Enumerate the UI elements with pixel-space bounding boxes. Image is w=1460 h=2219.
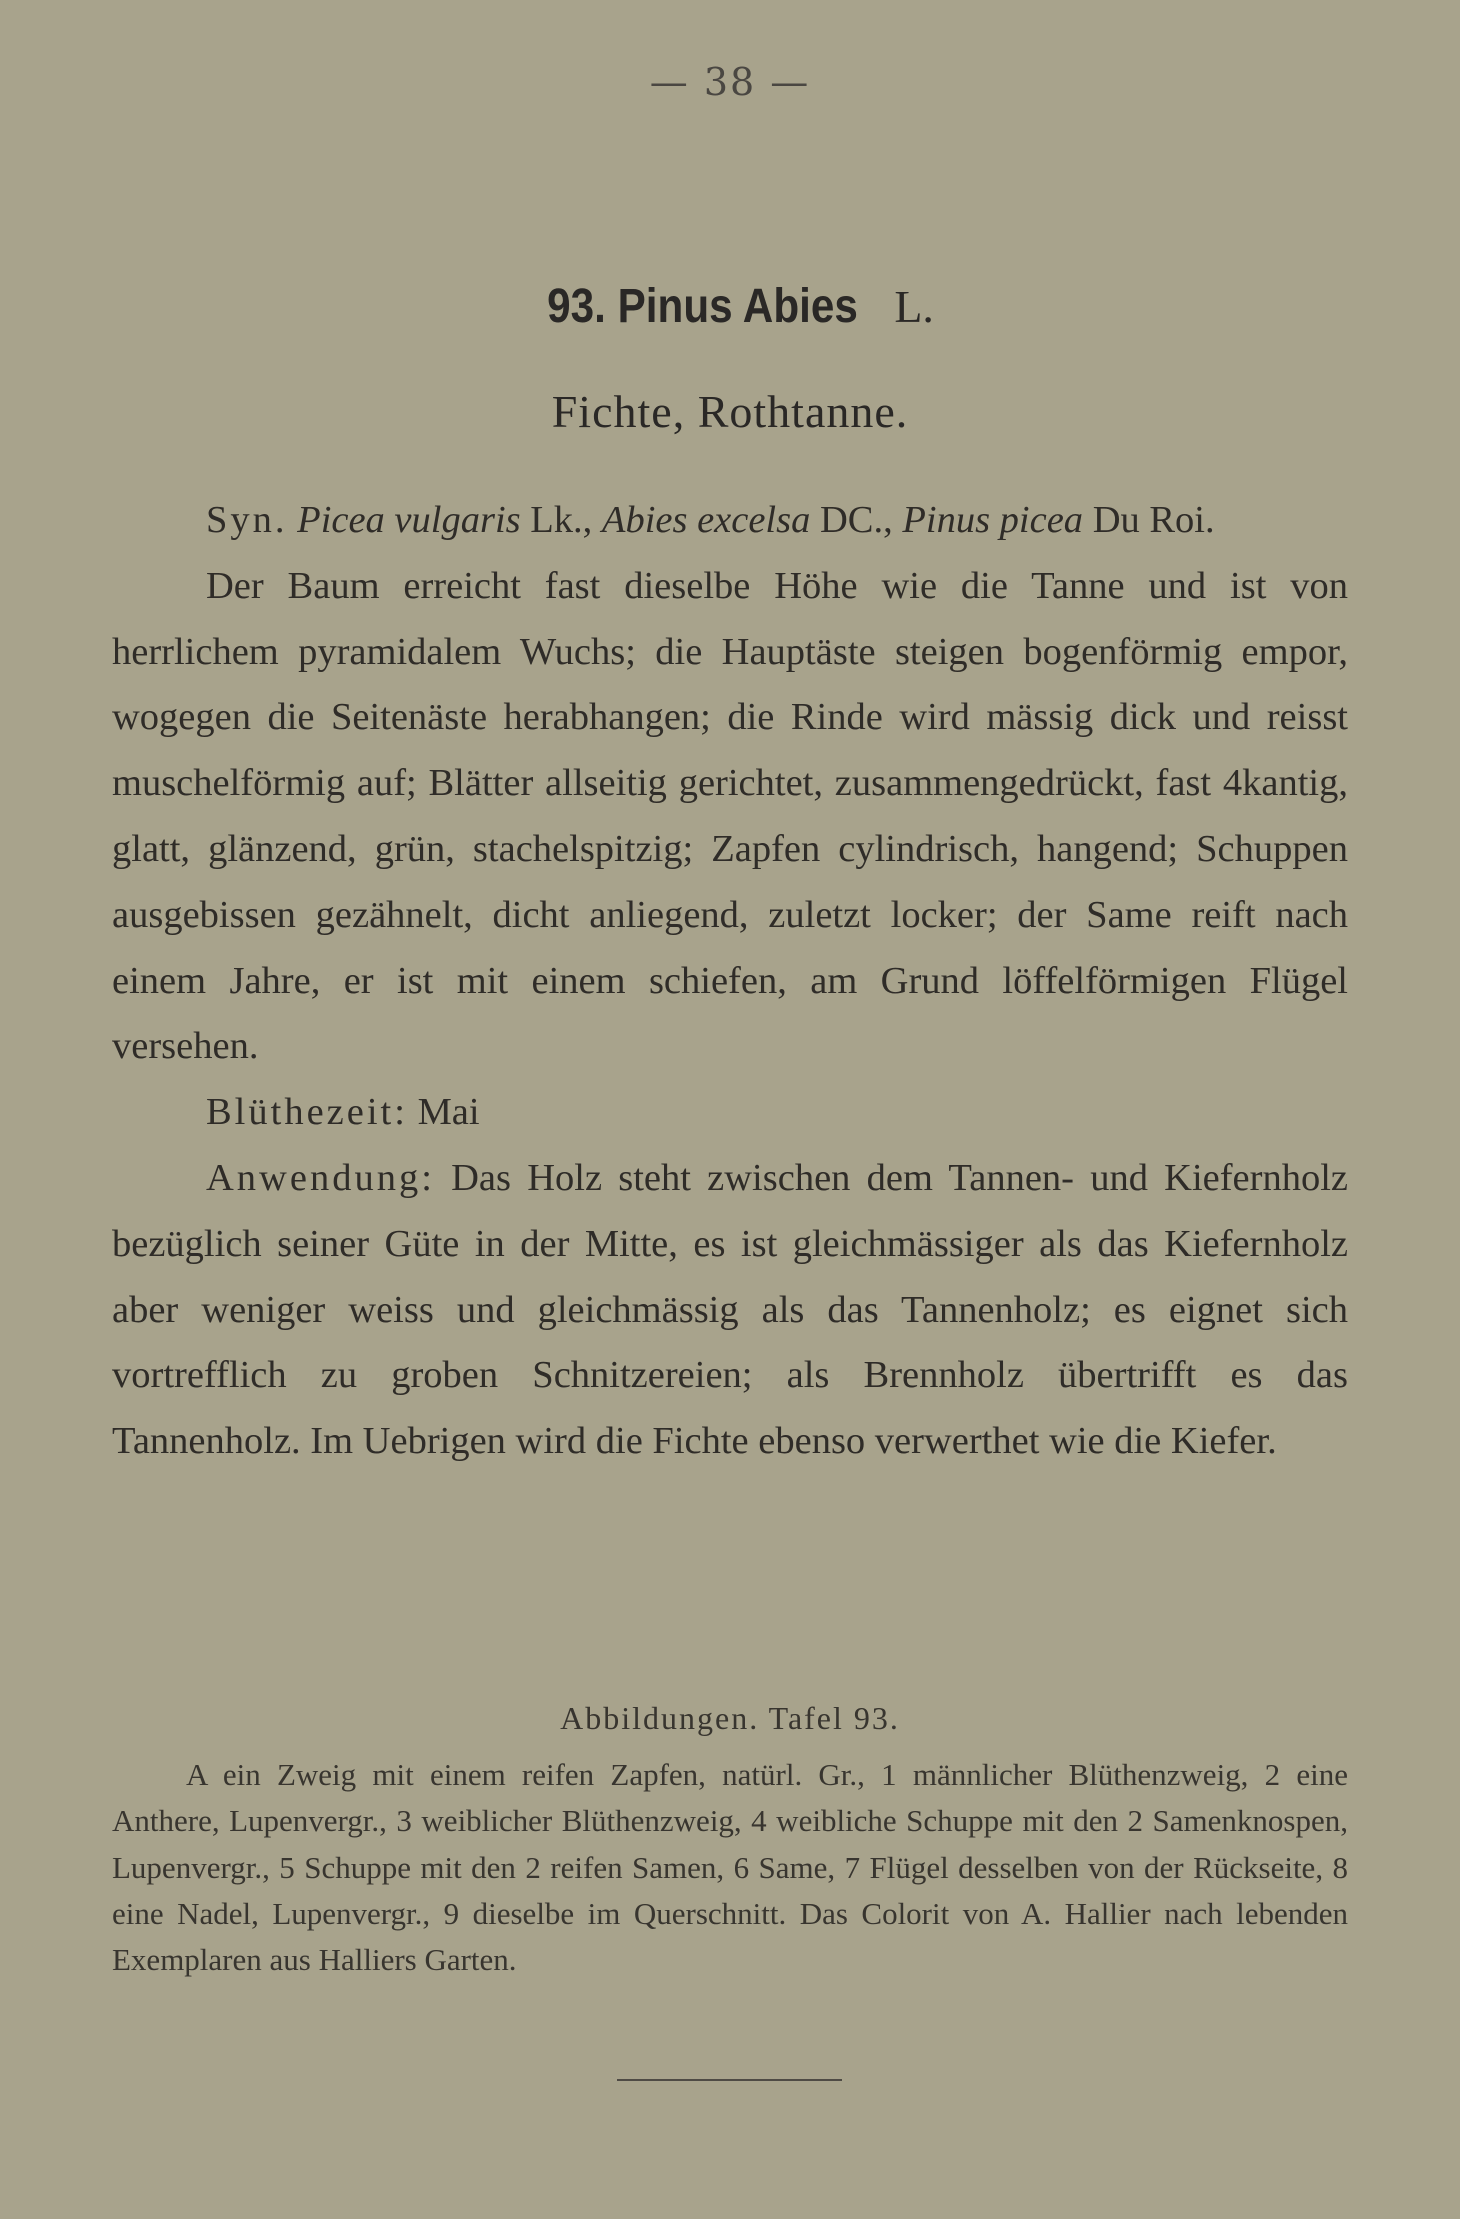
synonyms-paragraph	[112, 488, 1348, 554]
description-paragraph: Der Baum erreicht fast dieselbe Höhe wie die Tanne und ist von herrlichem pyramidalem Wuchs; die Hauptäste steigen bogenförmig empor, wogegen die Seitenäste herabhangen; die Rinde wird mässig dick und reisst muschelförmig auf; Blätter allseitig gerichtet, zusammengedrückt, fast 4kantig, glatt, glänzend, grün, stachelspitzig; Zapfen cylindrisch, hangend; Schuppen ausgebissen gezähnelt, dicht anliegend, zuletzt locker; der Same reift nach einem Jahre, er ist mit einem schiefen, am Grund löffelförmigen Flügel versehen.	[112, 564, 1348, 1068]
synonym-1-author: Lk.,	[530, 499, 593, 541]
species-heading	[0, 278, 1460, 334]
usage-paragraph	[112, 1146, 1348, 1475]
page-number: — 38 —	[649, 60, 811, 104]
synonym-2: Abies excelsa	[601, 499, 811, 541]
usage-label: Anwendung:	[206, 1156, 435, 1199]
figures-heading: Abbildungen. Tafel 93.	[560, 1700, 900, 1736]
common-name: Fichte, Rothtanne.	[551, 386, 909, 437]
figures-text: A ein Zweig mit einem reifen Zapfen, natürl. Gr., 1 männlicher Blüthenzweig, 2 eine Anthere, Lupenvergr., 3 weiblicher Blüthenzweig, 4 weibliche Schuppe mit den 2 Samenknospen, Lupenvergr., 5 Schuppe mit den 2 reifen Samen, 6 Same, 7 Flügel desselben von der Rückseite, 8 eine Nadel, Lupenvergr., 9 dieselbe im Querschnitt. Das Colorit von A. Hallier nach lebenden Exemplaren aus Halliers Garten.	[112, 1757, 1348, 1978]
synonyms-prefix: Syn.	[206, 499, 288, 541]
synonym-3-author: Du Roi.	[1092, 499, 1215, 541]
flowering-value: Mai	[417, 1091, 480, 1134]
flowering-label: Blüthezeit:	[206, 1091, 408, 1134]
flowering-paragraph	[112, 1080, 1348, 1146]
end-rule	[617, 2079, 842, 2081]
species-number-name: 93. Pinus Abies	[547, 280, 858, 333]
usage-text: Das Holz steht zwischen dem Tannen- und Kiefernholz bezüglich seiner Güte in der Mitte, es ist gleichmässiger als das Kiefernholz aber weniger weiss und gleichmässig als das Tannenholz; es eignet sich vortrefflich zu groben Schnitzereien; als Brennholz übertrifft es das Tannenholz. Im Uebrigen wird die Fichte ebenso verwerthet wie die Kiefer.	[112, 1156, 1349, 1463]
synonym-2-author: DC.,	[820, 499, 893, 541]
body-text	[112, 488, 1348, 1475]
synonym-1: Picea vulgaris	[297, 499, 521, 541]
figures-caption	[112, 1752, 1348, 1983]
synonym-3: Pinus picea	[902, 499, 1084, 541]
species-author: L.	[894, 281, 934, 332]
